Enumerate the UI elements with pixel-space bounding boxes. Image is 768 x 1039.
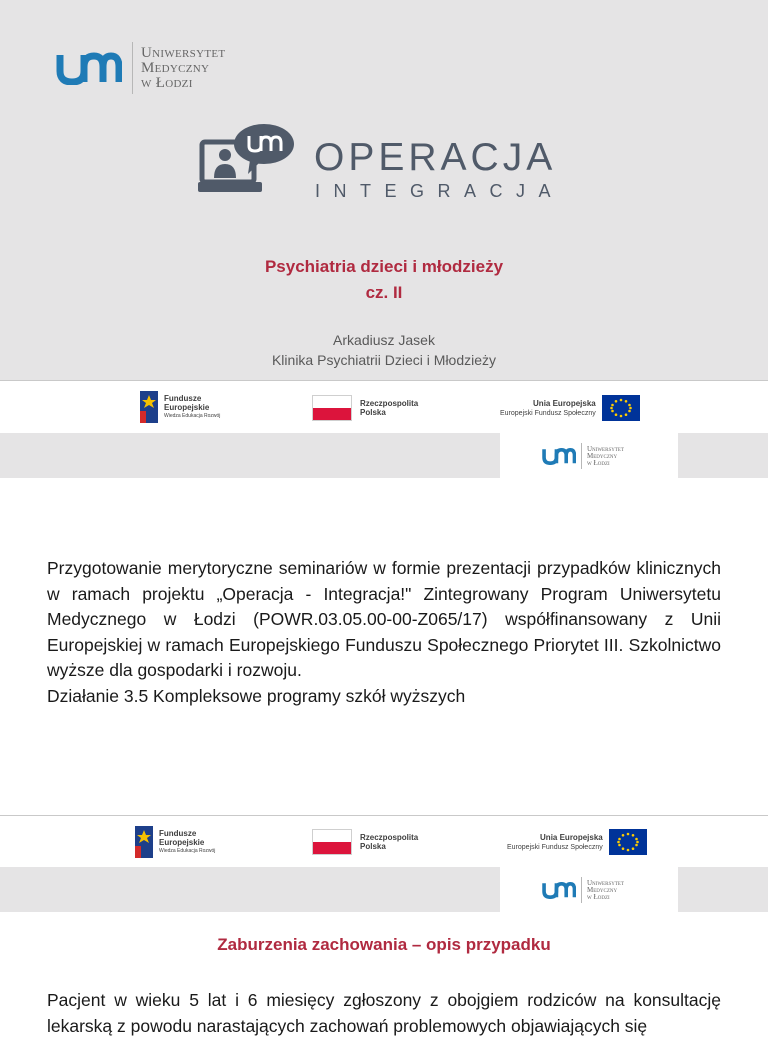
- university-name: Uniwersytet Medyczny w Łodzi: [141, 44, 226, 91]
- university-logo-small: Uniwersytet Medyczny w Łodzi: [542, 443, 624, 469]
- fe-star-icon: [135, 826, 153, 858]
- university-logo: [56, 42, 225, 94]
- eu-flag-icon: [602, 395, 640, 421]
- polish-flag-icon: [312, 395, 352, 421]
- slide-header-band: [0, 867, 768, 912]
- funding-logos-band: [0, 815, 768, 868]
- project-title: OPERACJA: [314, 136, 557, 179]
- unia-europejska-logo: Unia Europejska Europejski Fundusz Społeczny: [500, 395, 640, 421]
- um-logo-icon: [56, 51, 122, 85]
- case-description: Pacjent w wieku 5 lat i 6 miesięcy zgłoszony z obojgiem rodziców na konsultację lekarską z powodu narastających zachowań problemowych objawiających się: [47, 990, 721, 1036]
- slide-header-band: [0, 433, 768, 478]
- fundusze-europejskie-logo: Fundusze Europejskie Wiedza Edukacja Rozwój: [140, 391, 220, 423]
- um-logo-icon: [542, 881, 576, 899]
- case-title: Zaburzenia zachowania – opis przypadku: [217, 935, 551, 954]
- logo-box: [500, 433, 678, 478]
- university-logo-small: Uniwersytet Medyczny w Łodzi: [542, 877, 624, 903]
- um-logo-icon: [542, 447, 576, 465]
- author-affiliation: Klinika Psychiatrii Dzieci i Młodzieży: [271, 352, 497, 368]
- eu-flag-icon: [609, 829, 647, 855]
- laptop-chat-icon: [198, 122, 298, 202]
- funding-logos-band: [0, 380, 768, 433]
- author-block: [0, 330, 768, 370]
- rzeczpospolita-polska-logo: Rzeczpospolita Polska: [312, 829, 418, 855]
- title-slide: [0, 0, 768, 380]
- unia-europejska-logo: Unia Europejska Europejski Fundusz Społeczny: [507, 829, 647, 855]
- fundusze-europejskie-logo: Fundusze Europejskie Wiedza Edukacja Rozwój: [135, 826, 215, 858]
- rzeczpospolita-polska-logo: Rzeczpospolita Polska: [312, 395, 418, 421]
- author-name: Arkadiusz Jasek: [333, 332, 435, 348]
- logo-box: [500, 867, 678, 912]
- fe-star-icon: [140, 391, 158, 423]
- slide-title: Psychiatria dzieci i młodzieży cz. II: [264, 257, 504, 302]
- project-subtitle: INTEGRACJA: [315, 181, 565, 201]
- polish-flag-icon: [312, 829, 352, 855]
- project-description: Przygotowanie merytoryczne seminariów w formie prezentacji przypadków klinicznych w ramach projektu „Operacja - Integracja!" Zintegrowany Program Uniwersytetu Medycznego w Łodzi (POWR.03.05.00-00-Z065/17) współfinansowany z Unii Europejskiej w ramach Europejskiego Funduszu Społecznego Priorytet III. Szkolnictwo wyższe dla gospodarki i rozwoju. Działanie 3.5 Kompleksowe programy szkół wyższych: [47, 558, 721, 706]
